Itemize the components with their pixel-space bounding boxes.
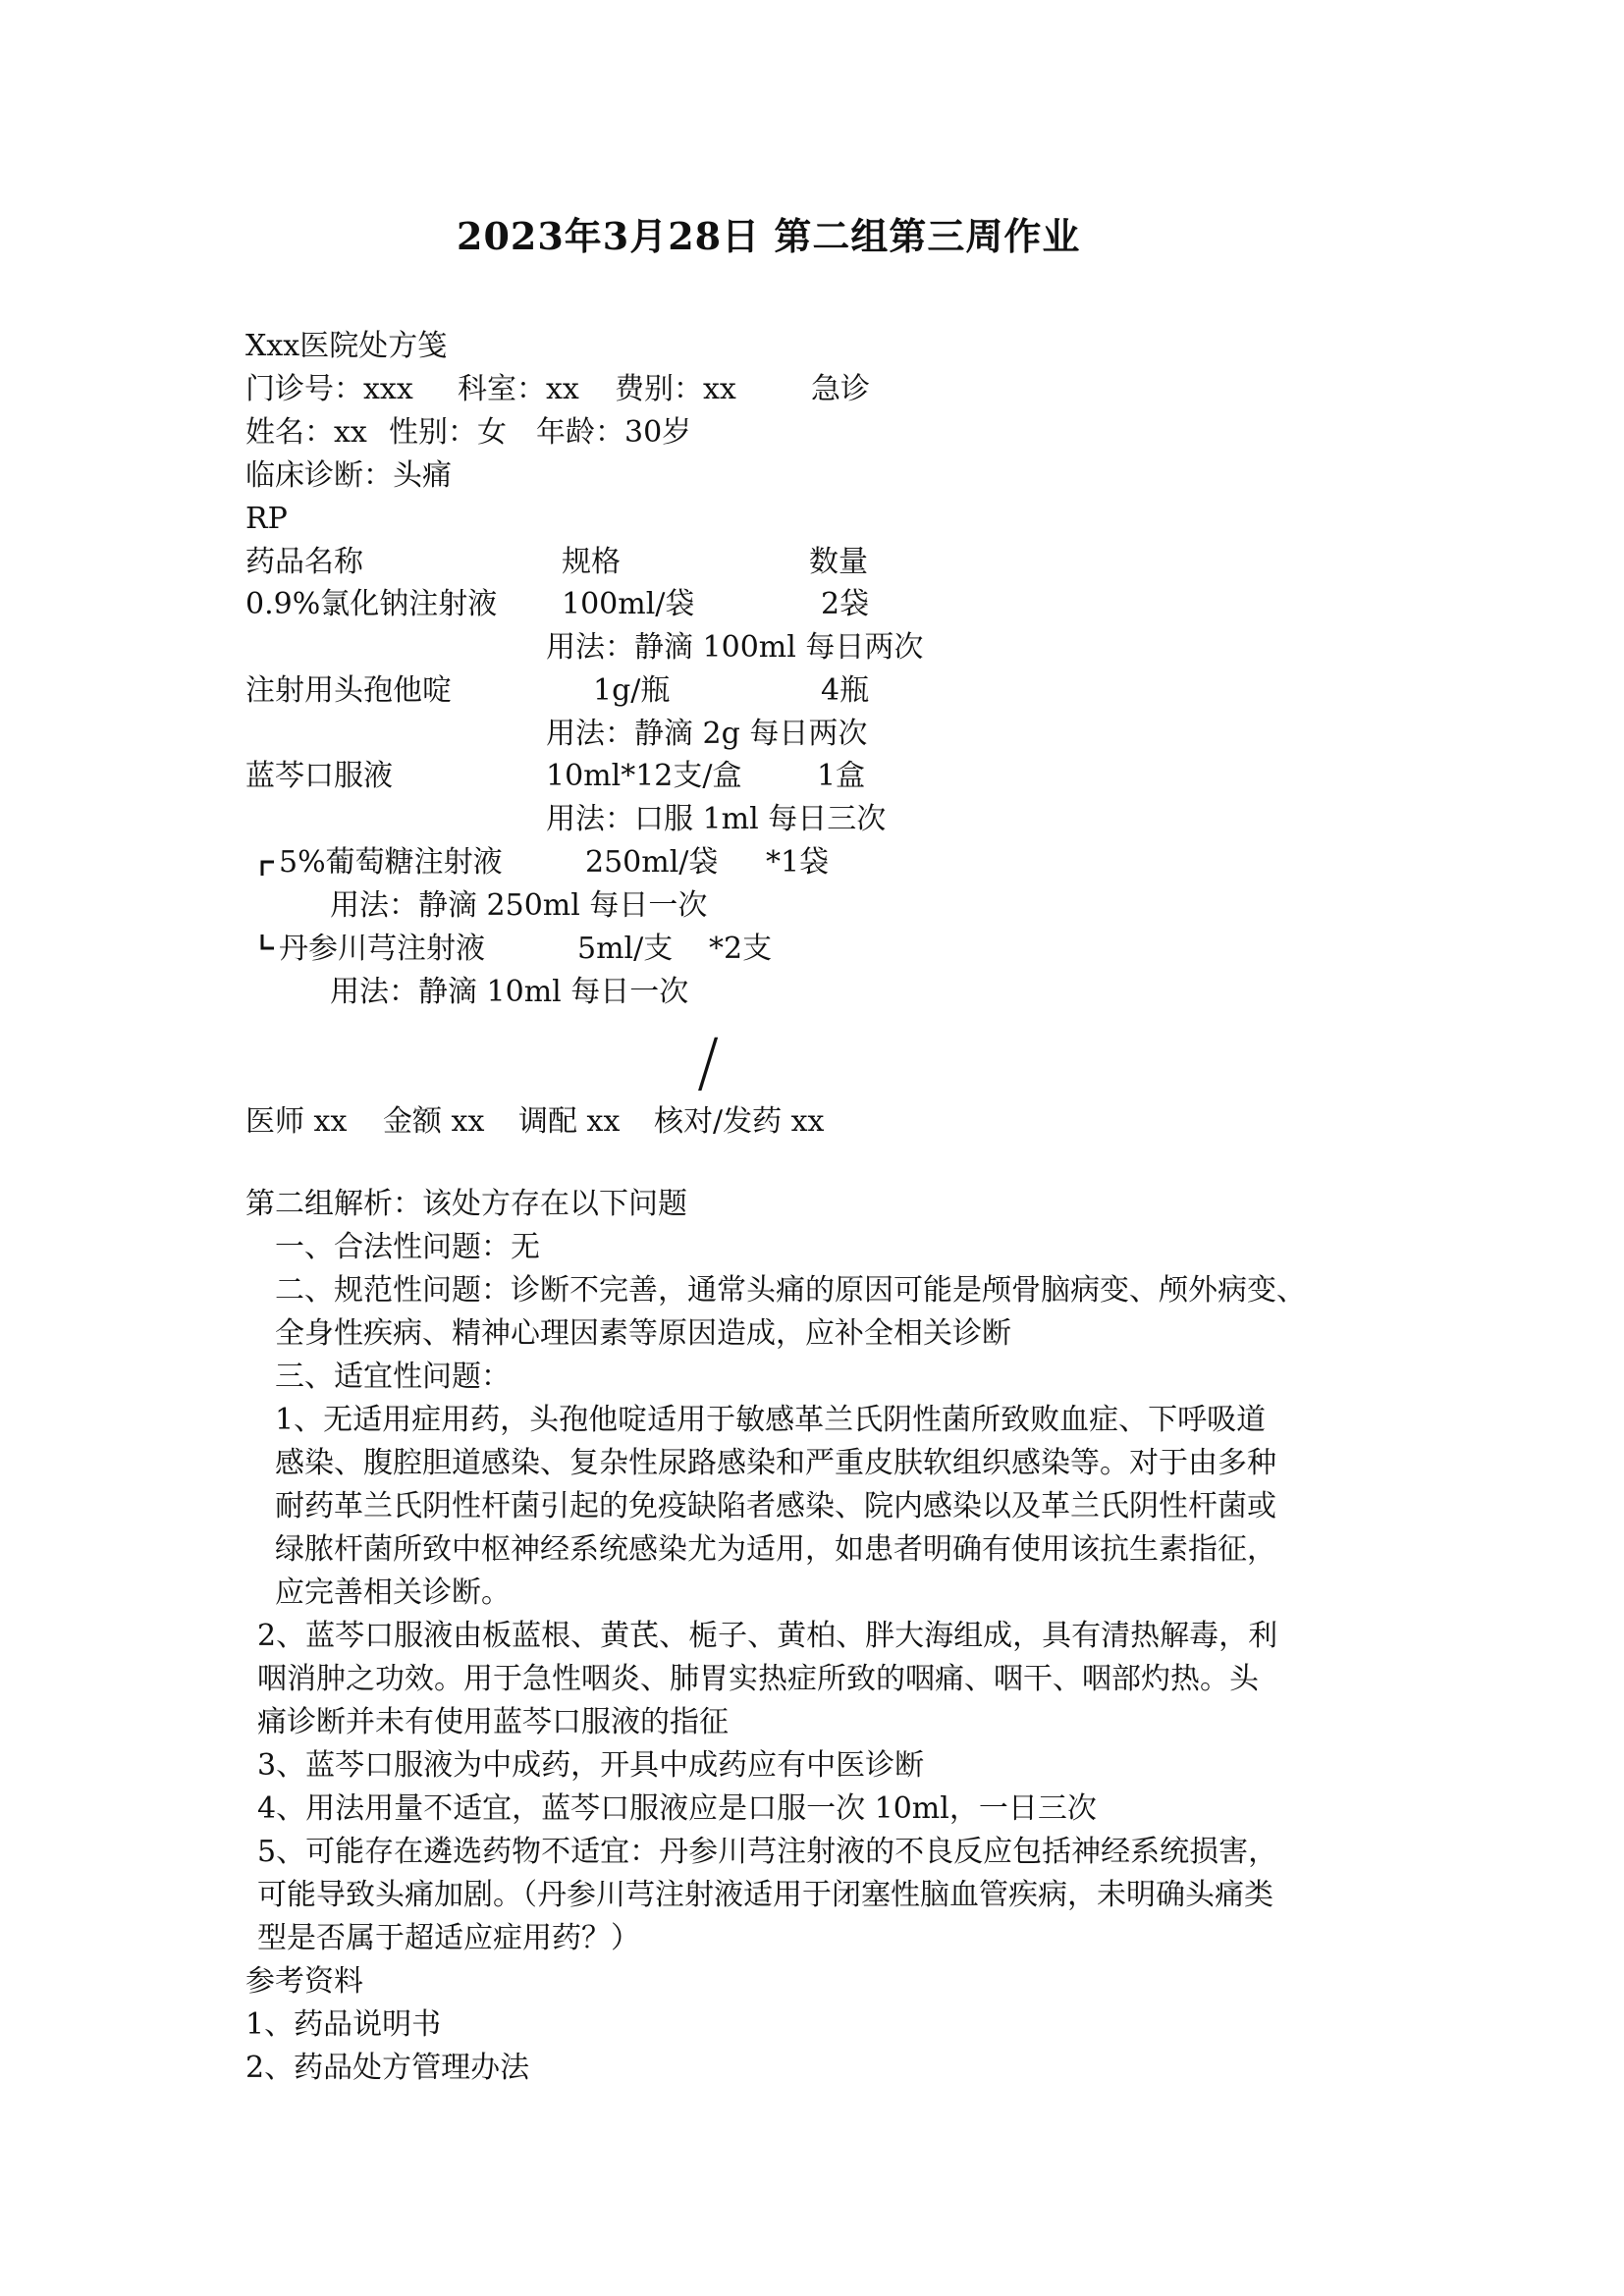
analysis-line: 3、蓝芩口服液为中成药，开具中成药应有中医诊断 — [257, 1748, 925, 1783]
department: 科室：xx — [458, 372, 579, 406]
analysis-line: 咽消肿之功效。用于急性咽炎、肺胃实热症所致的咽痛、咽干、咽部灼热。头 — [257, 1662, 1259, 1696]
amount: 金额 xx — [383, 1104, 485, 1139]
analysis-line: 三、适宜性问题： — [275, 1360, 511, 1394]
patient-sex: 性别：女 — [389, 415, 507, 450]
drug-name: 5%葡萄糖注射液 — [279, 845, 503, 880]
reference-item: 1、药品说明书 — [245, 2007, 442, 2042]
emergency-label: 急诊 — [811, 372, 870, 406]
analysis-line: 全身性疾病、精神心理因素等原因造成，应补全相关诊断 — [275, 1316, 1011, 1351]
clinic-no: 门诊号：xxx — [245, 372, 413, 406]
drug-name: 0.9%氯化钠注射液 — [245, 587, 498, 621]
drug-spec: 5ml/支 — [577, 932, 674, 966]
analysis-line: 2、蓝芩口服液由板蓝根、黄芪、栀子、黄柏、胖大海组成，具有清热解毒，利 — [257, 1619, 1278, 1653]
references-heading: 参考资料 — [245, 1964, 363, 1999]
analysis-line: 感染、腹腔胆道感染、复杂性尿路感染和严重皮肤软组织感染等。对于由多种 — [275, 1446, 1276, 1480]
drug-usage: 用法：静滴 250ml 每日一次 — [330, 888, 708, 923]
drug-usage: 用法：静滴 2g 每日两次 — [546, 717, 868, 751]
drug-qty: 4瓶 — [821, 673, 870, 708]
drug-spec: 250ml/袋 — [585, 845, 719, 880]
drug-qty: 1盒 — [817, 759, 866, 793]
dispense-sign: 调配 xx — [518, 1104, 621, 1139]
drug-spec: 10ml*12支/盒 — [546, 759, 742, 793]
analysis-line: 可能导致头痛加剧。（丹参川芎注射液适用于闭塞性脑血管疾病，未明确头痛类 — [257, 1878, 1273, 1912]
analysis-line: 应完善相关诊断。 — [275, 1575, 511, 1610]
drug-qty: *2支 — [709, 932, 773, 966]
patient-name: 姓名：xx — [245, 415, 367, 450]
reference-item: 2、药品处方管理办法 — [245, 2051, 530, 2085]
drug-name: 蓝芩口服液 — [245, 759, 393, 793]
drug-qty: 2袋 — [821, 587, 870, 621]
patient-age: 年龄：30岁 — [536, 415, 692, 450]
group-bracket-icon — [257, 850, 277, 958]
drug-usage: 用法：静滴 100ml 每日两次 — [546, 630, 924, 665]
analysis-line: 5、可能存在遴选药物不适宜：丹参川芎注射液的不良反应包括神经系统损害， — [257, 1835, 1278, 1869]
diagnosis: 临床诊断：头痛 — [245, 458, 452, 493]
analysis-line: 耐药革兰氏阴性杆菌引起的免疫缺陷者感染、院内感染以及革兰氏阴性杆菌或 — [275, 1489, 1276, 1523]
fee-type: 费别：xx — [615, 372, 736, 406]
prescription-header: Xxx医院处方笺 — [245, 329, 448, 363]
drug-name: 丹参川芎注射液 — [279, 932, 485, 966]
analysis-line: 二、规范性问题：诊断不完善，通常头痛的原因可能是颅骨脑病变、颅外病变、 — [275, 1273, 1306, 1308]
analysis-heading: 第二组解析：该处方存在以下问题 — [245, 1187, 687, 1221]
analysis-line: 1、无适用症用药，头孢他啶适用于敏感革兰氏阴性菌所致败血症、下呼吸道 — [275, 1403, 1267, 1437]
doctor-sign: 医师 xx — [245, 1104, 348, 1139]
page-title: 2023年3月28日 第二组第三周作业 — [457, 214, 1081, 258]
col-qty: 数量 — [809, 545, 868, 579]
rp-label: RP — [245, 502, 288, 536]
analysis-line: 4、用法用量不适宜，蓝芩口服液应是口服一次 10ml，一日三次 — [257, 1791, 1097, 1826]
drug-usage: 用法：静滴 10ml 每日一次 — [330, 975, 689, 1009]
drug-spec: 1g/瓶 — [593, 673, 671, 708]
drug-usage: 用法：口服 1ml 每日三次 — [546, 802, 887, 836]
analysis-line: 型是否属于超适应症用药？） — [257, 1921, 640, 1955]
drug-qty: *1袋 — [766, 845, 830, 880]
analysis-line: 绿脓杆菌所致中枢神经系统感染尤为适用，如患者明确有使用该抗生素指征， — [275, 1532, 1276, 1567]
col-name: 药品名称 — [245, 545, 363, 579]
analysis-line: 一、合法性问题：无 — [275, 1230, 540, 1264]
check-sign: 核对/发药 xx — [654, 1104, 825, 1139]
drug-spec: 100ml/袋 — [562, 587, 695, 621]
analysis-line: 痛诊断并未有使用蓝芩口服液的指征 — [257, 1705, 729, 1739]
end-slash: / — [697, 1025, 720, 1100]
col-spec: 规格 — [562, 545, 621, 579]
drug-name: 注射用头孢他啶 — [245, 673, 452, 708]
